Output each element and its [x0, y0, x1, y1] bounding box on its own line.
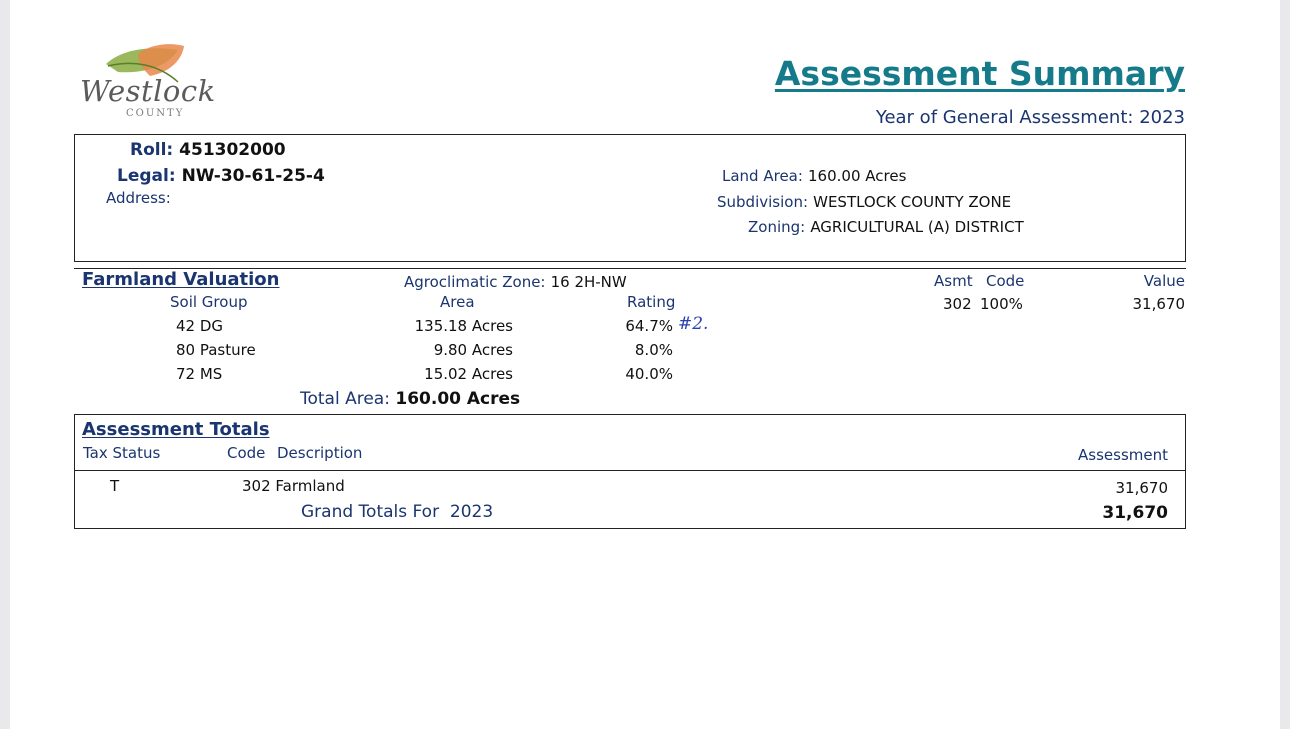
row-assessment: 31,670 — [1115, 479, 1168, 497]
farmland-section-title: Farmland Valuation — [82, 269, 280, 290]
land-area-value: 160.00 Acres — [808, 167, 907, 185]
roll-line — [130, 140, 286, 160]
soil-row-1-soil: 42 DG — [176, 317, 224, 335]
col-value: Value — [1143, 272, 1185, 290]
soil-row-1-area: 135.18 Acres — [414, 317, 513, 335]
col-description: Description — [277, 444, 363, 462]
agro-value: 16 2H-NW — [550, 273, 627, 291]
soil-row-2-rating: 8.0% — [634, 341, 673, 359]
westlock-logo — [78, 42, 218, 122]
soil-row-3-rating: 40.0% — [625, 365, 673, 383]
land-area-line — [722, 166, 906, 185]
zoning-value: AGRICULTURAL (A) DISTRICT — [810, 218, 1024, 236]
legal-value: NW-30-61-25-4 — [181, 166, 325, 186]
row-tax-status: T — [110, 477, 120, 495]
col-soil-group: Soil Group — [170, 293, 248, 311]
subdivision-value: WESTLOCK COUNTY ZONE — [813, 193, 1012, 211]
total-area-line — [300, 389, 520, 409]
totals-header-rule — [74, 470, 1186, 471]
grand-totals-label: Grand Totals For 2023 — [301, 502, 494, 522]
soil-row-3-soil: 72 MS — [176, 365, 223, 383]
asmt-percent: 100% — [980, 295, 1023, 313]
page-title: Assessment Summary — [774, 54, 1185, 93]
address-label: Address: — [106, 189, 171, 207]
roll-value: 451302000 — [179, 140, 286, 160]
logo-subtitle: COUNTY — [126, 108, 185, 119]
assessment-year — [876, 107, 1185, 128]
col-area: Area — [440, 293, 475, 311]
totals-section-title: Assessment Totals — [82, 419, 270, 440]
col-tax-status: Tax Status — [83, 444, 161, 462]
subdivision-line — [717, 192, 1011, 211]
soil-row-2-area: 9.80 Acres — [433, 341, 513, 359]
roll-label: Roll: — [130, 140, 174, 160]
agroclimatic-zone — [404, 272, 627, 291]
asmt-code: 302 — [943, 295, 972, 313]
soil-row-1-rating: 64.7% — [625, 317, 673, 335]
handwritten-note: #2. — [678, 314, 709, 334]
document-page — [10, 0, 1280, 729]
zoning-label: Zoning: — [748, 218, 806, 236]
col-rating: Rating — [627, 293, 676, 311]
asmt-value: 31,670 — [1132, 295, 1185, 313]
col-totals-code: Code — [227, 444, 266, 462]
total-area-label: Total Area: — [300, 389, 390, 409]
legal-label: Legal: — [117, 166, 176, 186]
logo-name: Westlock — [80, 74, 216, 108]
row-code-description: 302 Farmland — [242, 477, 345, 495]
land-area-label: Land Area: — [722, 167, 803, 185]
agro-label: Agroclimatic Zone: — [404, 273, 546, 291]
total-area-value: 160.00 Acres — [395, 389, 521, 409]
col-assessment: Assessment — [1078, 446, 1168, 464]
col-code: Code — [986, 272, 1025, 290]
grand-totals-value: 31,670 — [1102, 503, 1168, 523]
col-asmt: Asmt — [934, 272, 973, 290]
soil-row-2-soil: 80 Pasture — [176, 341, 256, 359]
legal-line — [117, 166, 325, 186]
year-label: Year of General Assessment: — [875, 107, 1134, 128]
year-value: 2023 — [1139, 107, 1185, 128]
zoning-line — [748, 217, 1024, 236]
subdivision-label: Subdivision: — [717, 193, 809, 211]
soil-row-3-area: 15.02 Acres — [424, 365, 513, 383]
